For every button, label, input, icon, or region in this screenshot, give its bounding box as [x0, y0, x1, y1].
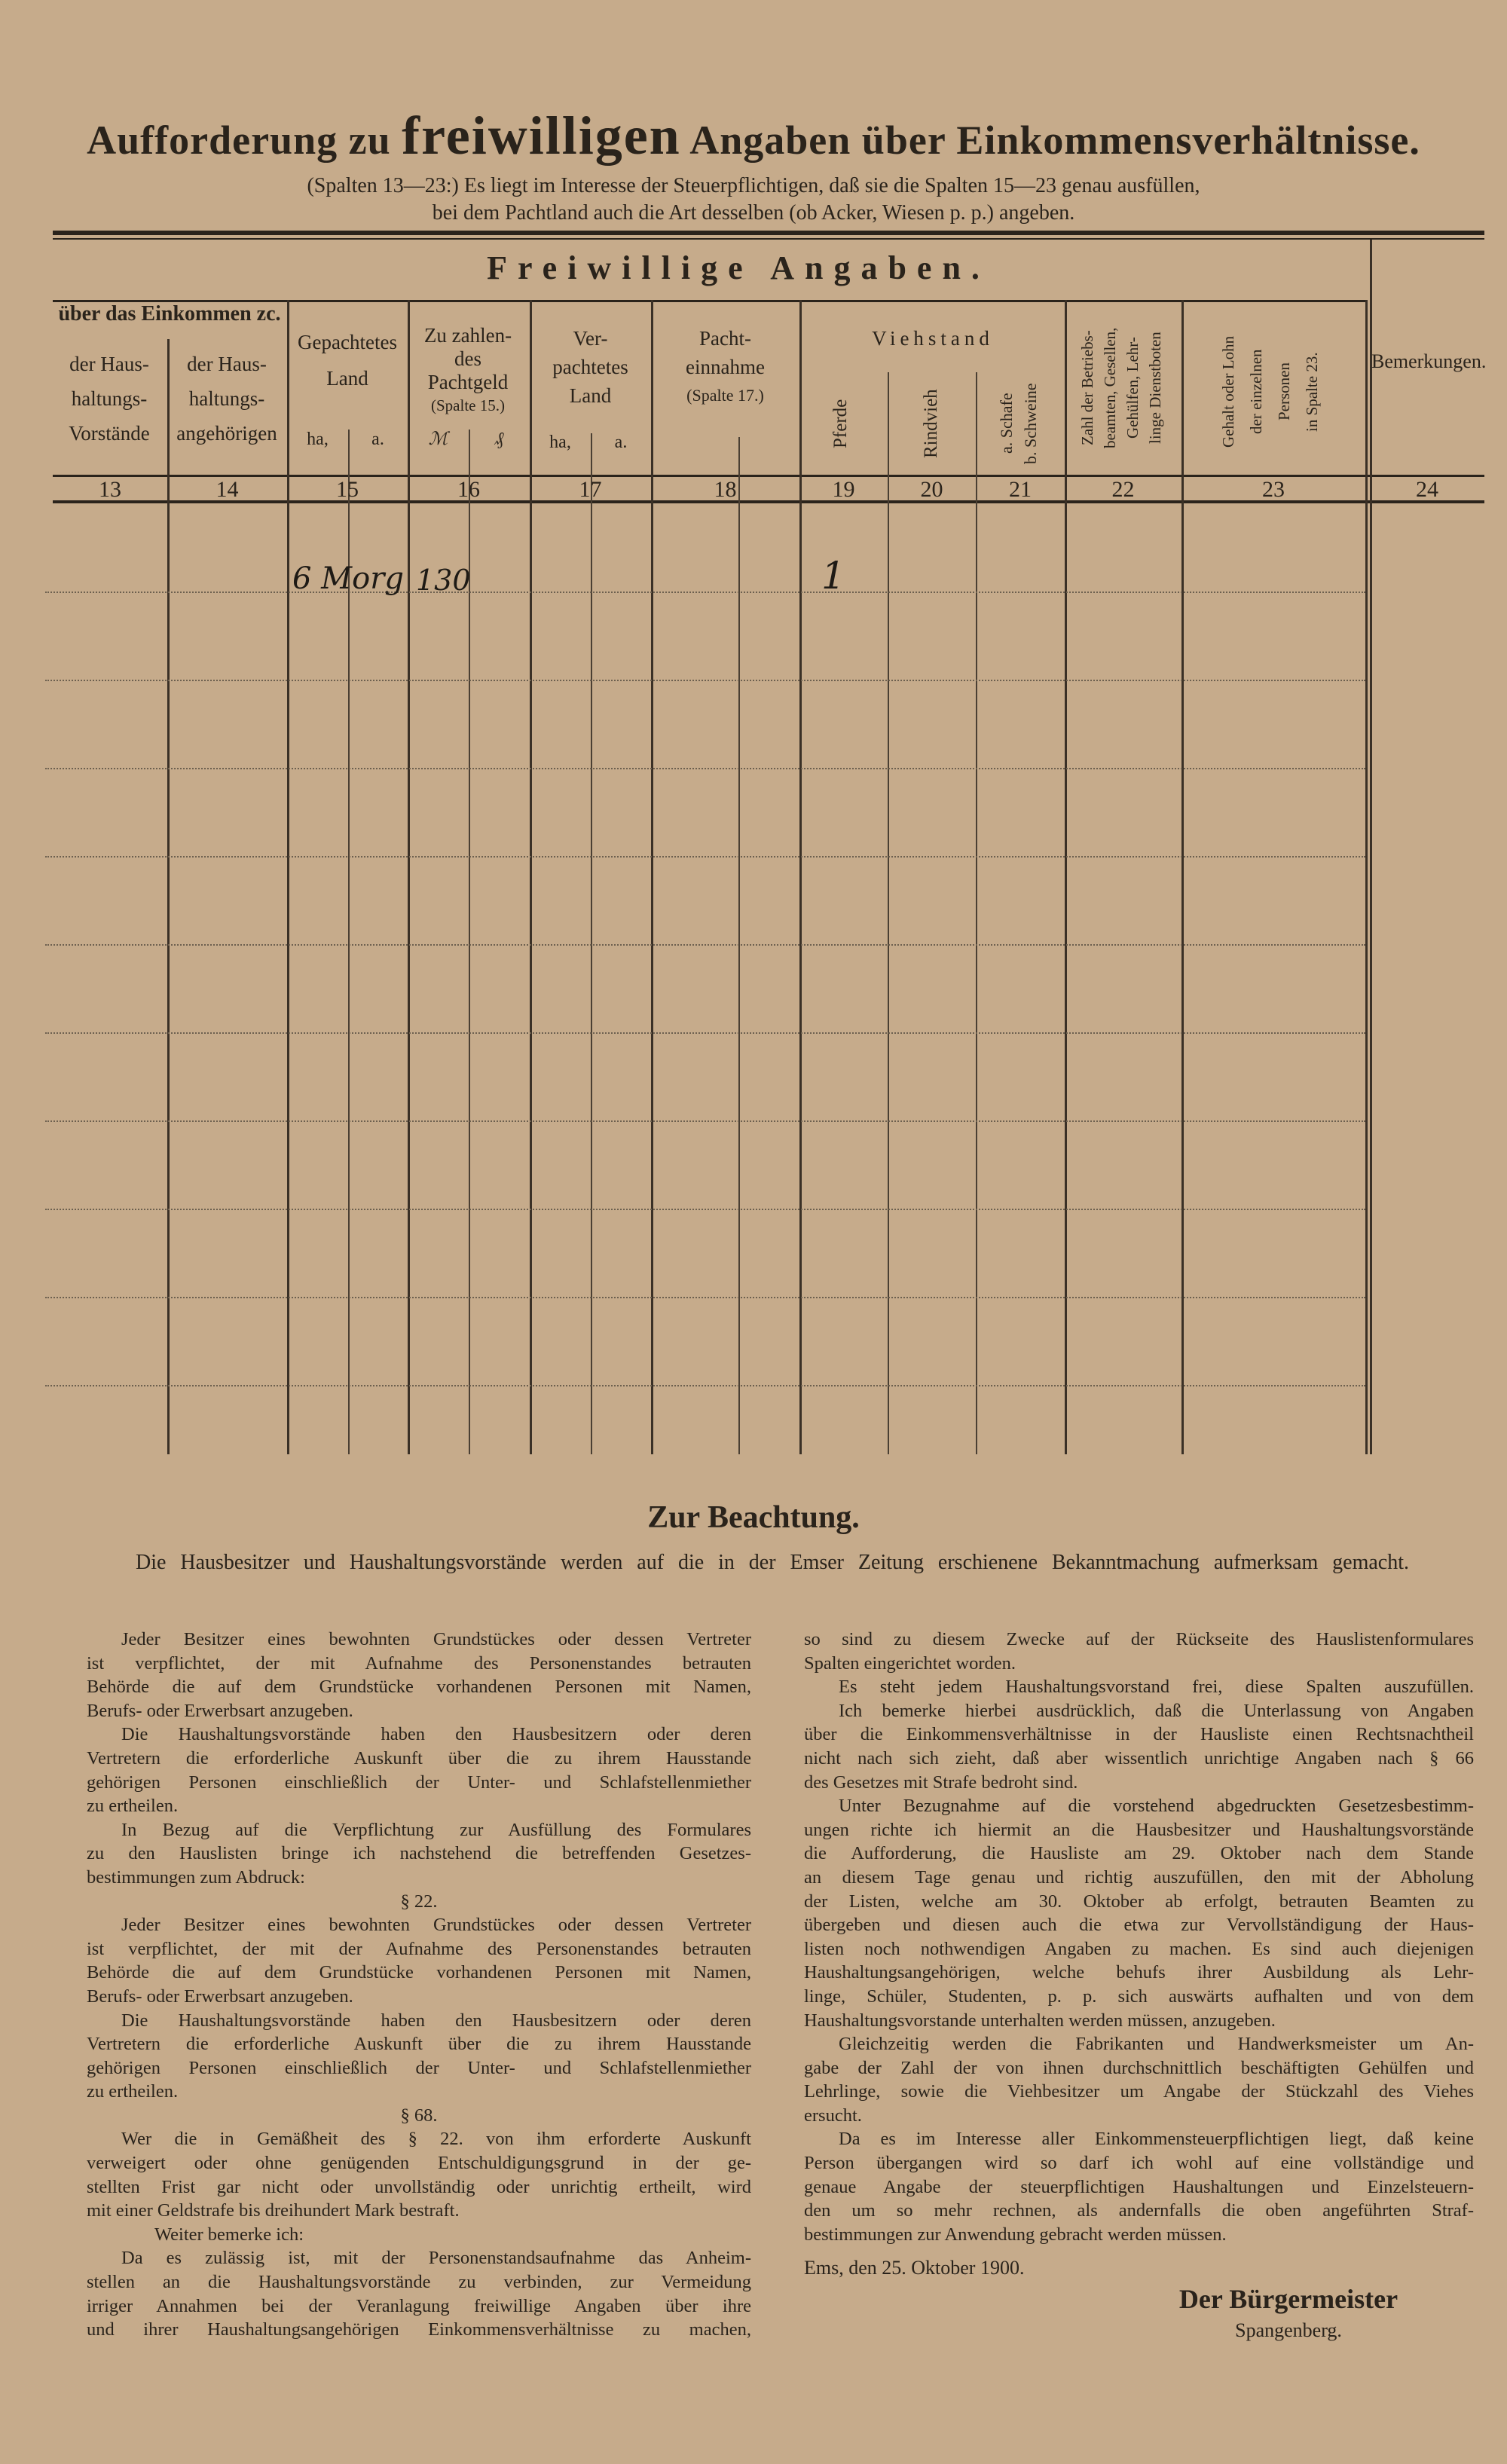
text-line: Lehrlinge, sowie die Viehbesitzer um Angabe der Stückzahl des Viehes [804, 2081, 1474, 2102]
row-dotted-line [45, 856, 1365, 858]
header-col17 [530, 324, 651, 410]
header-col15-line: Land [326, 367, 368, 390]
header-col21-line: b. Schweine [1021, 383, 1040, 464]
entry-horses: 1 [821, 554, 845, 598]
header-col14-line: haltungs- [188, 387, 265, 410]
header-col16 [408, 324, 528, 417]
header-col18 [651, 324, 799, 410]
header-group-income: über das Einkommen zc. [58, 302, 281, 326]
text-line: gabe der Zahl der von ihnen durchschnittlich beschäftigten Gehülfen und [804, 2057, 1474, 2078]
column-divider [651, 300, 653, 1454]
header-col13-line: der Haus- [69, 353, 149, 375]
unit-mark: ℳ [428, 430, 448, 449]
title-part1: Aufforderung zu [87, 118, 391, 163]
top-rule [53, 231, 1484, 235]
column-number: 21 [1009, 477, 1032, 502]
row-dotted-line [45, 1032, 1365, 1034]
header-group-livestock: Viehstand [872, 327, 994, 350]
header-col13 [53, 347, 166, 451]
text-line: § 68. [400, 2105, 438, 2126]
text-line: des Gesetzes mit Strafe bedroht sind. [804, 1772, 1078, 1793]
header-col22-line: Zahl der Betriebs- [1078, 330, 1096, 446]
entry-leased-land: 6 Morg [292, 561, 404, 596]
text-line: Gleichzeitig werden die Fabrikanten und Handwerksmeister um An- [839, 2034, 1474, 2055]
row-dotted-line [45, 592, 1365, 593]
header-col19-line: Pferde [830, 399, 851, 449]
text-line: die Aufforderung, die Hausliste am 29. Oktober nach dem Stande [804, 1843, 1474, 1864]
column-number: 14 [216, 477, 239, 502]
unit-ar: a. [614, 433, 628, 452]
column-divider [167, 339, 170, 1454]
column-number: 18 [714, 477, 737, 502]
unit-ar: a. [371, 430, 384, 449]
header-col17-line: pachtetes [552, 356, 628, 378]
column-number: 20 [920, 477, 943, 502]
header-col16-line: Zu zahlen- [423, 324, 512, 347]
text-line: Jeder Besitzer eines bewohnten Grundstückes oder dessen Vertreter [121, 1629, 751, 1649]
header-col23 [1215, 313, 1326, 471]
text-line: stellten Frist gar nicht oder unvollständig oder unrichtig ertheilt, wird [87, 2176, 751, 2197]
text-line: In Bezug auf die Verpflichtung zur Ausfüllung des Formulares [121, 1819, 751, 1840]
header-col19 [829, 377, 853, 471]
column-divider [1065, 300, 1067, 1454]
row-dotted-line [45, 680, 1365, 681]
text-line: Jeder Besitzer eines bewohnten Grundstückes oder dessen Vertreter [121, 1915, 751, 1936]
row-dotted-line [45, 1385, 1365, 1386]
text-line: Da es im Interesse aller Einkommensteuerpflichtigen liegt, daß keine [839, 2129, 1474, 2150]
header-col21 [995, 374, 1043, 472]
header-col24: Bemerkungen. [1371, 350, 1487, 372]
column-number: 17 [579, 477, 602, 502]
text-line: listen noch nothwendigen Angaben zu machen. Es sind auch diejenigen [804, 1938, 1474, 1959]
header-col23-line: in Spalte 23. [1303, 352, 1321, 432]
text-line: an diesem Tage genau und richtig auszufüllen, den mit der Abholung [804, 1866, 1474, 1888]
text-line: Vertretern die erforderliche Auskunft über die zu ihrem Hausstande [87, 2034, 751, 2055]
row-dotted-line [45, 944, 1365, 946]
text-line: Die Haushaltungsvorstände haben den Hausbesitzern oder deren [121, 1724, 751, 1745]
form-title [0, 105, 1507, 170]
header-col17-line: Ver- [573, 327, 608, 350]
header-col18-line: einnahme [686, 356, 765, 378]
place-date: Ems, den 25. Oktober 1900. [804, 2257, 1025, 2279]
right-text-column [804, 1628, 1474, 2246]
text-line: Ich bemerke hierbei ausdrücklich, daß die Unterlassung von Angaben [839, 1700, 1474, 1721]
header-col14 [167, 347, 286, 451]
header-col16-line: Pachtgeld [427, 371, 509, 393]
text-line: Vertretern die erforderliche Auskunft über die zu ihrem Hausstande [87, 1747, 751, 1769]
text-line: Es steht jedem Haushaltungsvorstand frei, diese Spalten auszufüllen. [839, 1677, 1474, 1698]
text-line: den um so mehr rechnen, als andernfalls die oben angeführten Straf- [804, 2200, 1474, 2221]
column-divider [799, 300, 802, 1454]
text-line: Haushaltungsvorstande unterhalten werden müssen, anzugeben. [804, 2010, 1276, 2031]
notice-heading: Zur Beachtung. [647, 1500, 860, 1535]
header-col20 [919, 377, 943, 471]
header-col13-line: Vorstände [69, 422, 150, 445]
header-col22-line: Gehülfen, Lehr- [1123, 337, 1142, 439]
text-line: Person übergangen wird so darf ich wohl auf eine vollständige und [804, 2153, 1474, 2174]
text-line: ist verpflichtet, der mit Aufnahme des Personenstandes betrauten [87, 1652, 751, 1674]
notice-text: Die Hausbesitzer und Haushaltungsvorstände werden auf die in der Emser Zeitung erschienene Bekanntmachung aufmerksam gemacht. [136, 1551, 1409, 1574]
row-dotted-line [45, 1120, 1365, 1122]
text-line: Weiter bemerke ich: [154, 2224, 304, 2245]
column-divider [408, 300, 410, 1454]
text-line: übergeben und diesen auch die etwa zur Vervollständigung der Haus- [804, 1915, 1474, 1936]
top-rule-thin [53, 238, 1484, 240]
left-text-column [87, 1628, 751, 2342]
header-col14-line: angehörigen [176, 422, 277, 445]
column-number: 22 [1111, 477, 1135, 502]
column-number: 23 [1262, 477, 1285, 502]
column-number: 15 [336, 477, 359, 502]
text-line: der Listen, welche am 30. Oktober ab erfolgt, betrauten Beamten zu [804, 1891, 1474, 1912]
text-line: Da es zulässig ist, mit der Personenstandsaufnahme das Anheim- [121, 2248, 751, 2269]
text-line: zu ertheilen. [87, 2081, 179, 2102]
text-line: und ihrer Haushaltungsangehörigen Einkommensverhältnisse zu machen, [87, 2319, 751, 2340]
title-part2: Angaben über Einkommensverhältnisse. [689, 118, 1420, 163]
unit-ha: ha, [549, 433, 571, 452]
header-col15-line: Gepachtetes [298, 331, 397, 353]
unit-ha: ha, [307, 430, 329, 449]
header-col23-line: Personen [1275, 362, 1293, 421]
signatory-title: Der Bürgermeister [1178, 2284, 1398, 2314]
text-line: Behörde die auf dem Grundstücke vorhandenen Personen mit Namen, [87, 1962, 751, 1983]
column-divider [1365, 300, 1368, 1454]
text-line: irriger Annahmen bei der Veranlagung freiwillige Angaben über ihre [87, 2295, 751, 2316]
text-line: zu den Hauslisten bringe ich nachstehend die betreffenden Gesetzes- [87, 1843, 751, 1864]
text-line: zu ertheilen. [87, 1796, 179, 1817]
header-col18-line: (Spalte 17.) [686, 386, 764, 405]
sub-column-divider [976, 372, 977, 1454]
text-line: ist verpflichtet, der mit der Aufnahme des Personenstandes betrauten [87, 1938, 751, 1959]
row-dotted-line [45, 1209, 1365, 1210]
row-dotted-line [45, 1297, 1365, 1298]
text-line: gehörigen Personen einschließlich der Unter- und Schlafstellenmiether [87, 2057, 751, 2078]
text-line: ersucht. [804, 2105, 862, 2126]
signatory-name: Spangenberg. [1235, 2319, 1342, 2341]
sub-column-divider [888, 372, 889, 1454]
subtitle-line-1: (Spalten 13—23:) Es liegt im Interesse der Steuerpflichtigen, daß sie die Spalten 15—23 genau ausfüllen, [307, 174, 1200, 197]
text-line: gehörigen Personen einschließlich der Unter- und Schlafstellenmiether [87, 1772, 751, 1793]
column-number: 19 [832, 477, 855, 502]
text-line: genaue Angabe der steuerpflichtigen Haushaltungen und Einzelsteuern- [804, 2176, 1474, 2197]
text-line: Berufs- oder Erwerbsart anzugeben. [87, 1986, 353, 2007]
text-line: nicht nach sich zieht, daß aber wissentlich unrichtige Angaben nach § 66 [804, 1747, 1474, 1769]
header-col20-line: Rindvieh [921, 389, 941, 459]
text-line: Berufs- oder Erwerbsart anzugeben. [87, 1700, 353, 1721]
header-col23-line: Gehalt oder Lohn [1219, 335, 1237, 448]
header-col22-line: linge Dienstboten [1146, 332, 1164, 445]
column-number: 24 [1416, 477, 1438, 502]
text-line: Unter Bezugnahme auf die vorstehend abgedruckten Gesetzesbestimm- [839, 1796, 1474, 1817]
header-col21-line: a. Schafe [997, 393, 1016, 454]
text-line: verweigert oder ohne genügenden Entschuldigungsgrund in der ge- [87, 2153, 751, 2174]
column-divider [1181, 300, 1184, 1454]
title-highlight: freiwilligen [402, 105, 681, 166]
column-divider [530, 300, 532, 1454]
row-dotted-line [45, 768, 1365, 769]
text-line: Spalten eingerichtet worden. [804, 1652, 1016, 1674]
subtitle-line-2: bei dem Pachtland auch die Art desselben (ob Acker, Wiesen p. p.) angeben. [432, 201, 1075, 225]
column-number: 16 [457, 477, 480, 502]
text-line: Wer die in Gemäßheit des § 22. von ihm erforderte Auskunft [121, 2129, 751, 2150]
header-col22-line: beamten, Gesellen, [1101, 327, 1119, 449]
header-col15 [287, 324, 408, 396]
header-col16-line: (Spalte 15.) [431, 396, 505, 414]
header-col17-line: Land [569, 384, 612, 407]
text-line: § 22. [400, 1891, 438, 1912]
header-col14-line: der Haus- [187, 353, 267, 375]
text-line: stellen an die Haushaltungsvorstände zu verbinden, zur Vermeidung [87, 2272, 751, 2293]
text-line: mit einer Geldstrafe bis dreihundert Mark bestraft. [87, 2200, 460, 2221]
text-line: ungen richte ich hiermit an die Hausbesitzer und Haushaltungsvorstände [804, 1819, 1474, 1840]
section-title: Freiwillige Angaben. [487, 249, 990, 286]
text-line: linge, Schüler, Studenten, p. p. sich auswärts aufhalten und von dem [804, 1986, 1474, 2007]
text-line: Die Haushaltungsvorstände haben den Hausbesitzern oder deren [121, 2010, 751, 2031]
header-col16-line: des [454, 347, 481, 370]
header-col18-line: Pacht- [699, 327, 751, 350]
unit-pfennig: ₰ [494, 430, 504, 449]
text-line: Haushaltungsangehörigen, welche behufs ihrer Ausbildung als Lehr- [804, 1962, 1474, 1983]
column-divider [287, 300, 289, 1454]
text-line: Behörde die auf dem Grundstücke vorhandenen Personen mit Namen, [87, 1677, 751, 1698]
text-line: über die Einkommensverhältnisse in der Hausliste einen Rechtsnachtheil [804, 1724, 1474, 1745]
header-col23-line: der einzelnen [1247, 349, 1265, 435]
entry-rent: 130 [416, 564, 471, 597]
column-number: 13 [99, 477, 121, 502]
column-divider-remarks [1370, 240, 1372, 1454]
text-line: bestimmungen zur Anwendung gebracht werden müssen. [804, 2224, 1227, 2245]
header-col22 [1076, 305, 1166, 471]
sub-column-divider [738, 437, 740, 1454]
text-line: so sind zu diesem Zwecke auf der Rückseite des Hauslistenformulares [804, 1629, 1474, 1649]
text-line: bestimmungen zum Abdruck: [87, 1866, 305, 1888]
header-col13-line: haltungs- [71, 387, 148, 410]
